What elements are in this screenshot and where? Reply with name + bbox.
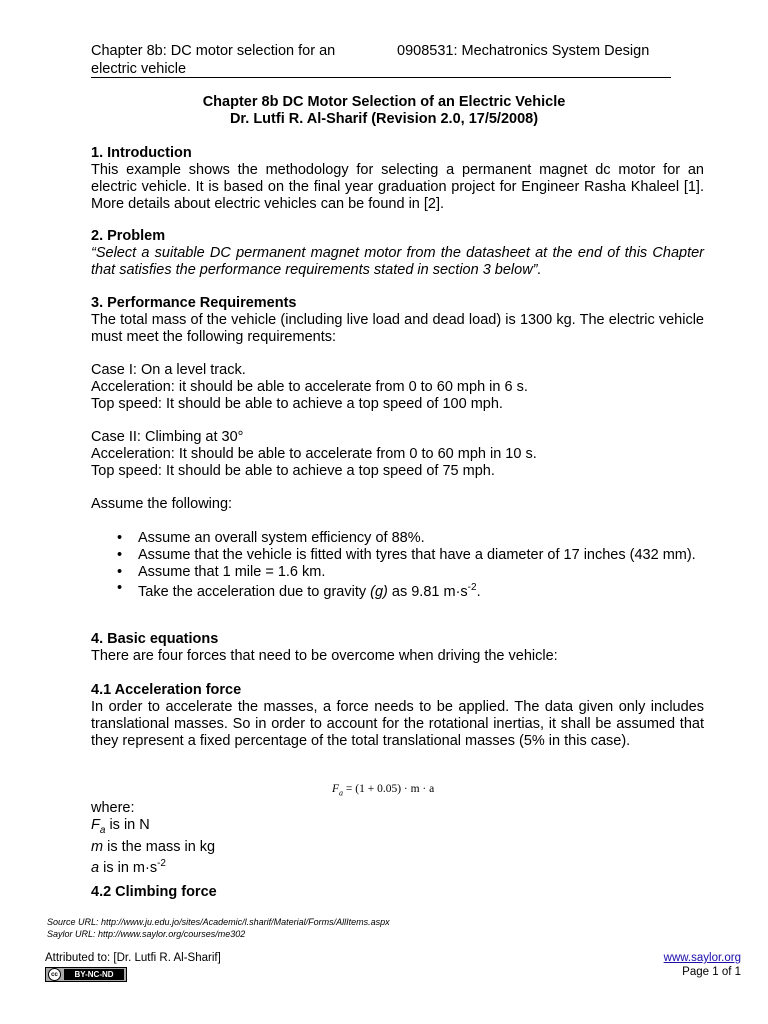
problem-heading: 2. Problem — [91, 228, 166, 244]
case-2-top-speed: Top speed: It should be able to achieve a top speed of 75 mph. — [91, 462, 495, 479]
performance-heading: 3. Performance Requirements — [91, 295, 297, 311]
intro-paragraph: This example shows the methodology for selecting a permanent magnet dc motor for an electric vehicle. It is based on the final year graduation project for Engineer Rasha Khaleel [1]. More details about electric vehicles can be found in [2]. — [91, 162, 704, 212]
acceleration-force-equation: $F_a = (1 + 0.05) \cdot m \cdot a$ — [332, 783, 435, 798]
case-1-acceleration: Acceleration: it should be able to accelerate from 0 to 60 mph in 6 s. — [91, 378, 528, 395]
list-item: • Assume that 1 mile = 1.6 km. — [117, 563, 326, 580]
bullet-icon: • — [117, 563, 123, 580]
header-divider — [91, 77, 671, 78]
acceleration-force-heading: 4.1 Acceleration force — [91, 682, 242, 698]
title-line-2: Dr. Lutfi R. Al-Sharif (Revision 2.0, 17/5/2008) — [229, 111, 539, 127]
assumptions-intro: Assume the following: — [91, 496, 233, 512]
bullet-icon: • — [117, 546, 123, 563]
definition-force: $F_a$ is in N — [91, 816, 150, 836]
header-chapter-title: Chapter 8b: DC motor selection for an electric vehicle — [91, 43, 336, 77]
license-label: BY-NC-ND — [64, 969, 124, 980]
case-1-top-speed: Top speed: It should be able to achieve a top speed of 100 mph. — [91, 395, 503, 412]
list-item: • Take the acceleration due to gravity (g) as 9.81 $m\cdot s^{-2}$. — [117, 580, 481, 601]
acceleration-force-paragraph: In order to accelerate the masses, a force needs to be applied. The data given only includes translational masses. So in order to account for the rotational inertias, it shall be assumed that they represent a fixed percentage of the total translational masses (5% in this case). — [91, 699, 704, 749]
page-number: Page 1 of 1 — [682, 966, 741, 978]
attribution: Attributed to: [Dr. Lutfi R. Al-Sharif] — [45, 952, 221, 964]
basic-equations-paragraph: There are four forces that need to be overcome when driving the vehicle: — [91, 648, 558, 664]
bullet-icon: • — [117, 580, 123, 597]
saylor-link[interactable]: www.saylor.org — [663, 952, 741, 964]
case-2-block — [91, 429, 704, 479]
source-url: Source URL: http://www.ju.edu.jo/sites/Academic/l.sharif/Material/Forms/AllItems.aspx — [47, 917, 390, 927]
case-1-block — [91, 362, 704, 412]
title-line-1: Chapter 8b DC Motor Selection of an Electric Vehicle — [202, 94, 566, 110]
case-2-acceleration: Acceleration: It should be able to accelerate from 0 to 60 mph in 10 s. — [91, 445, 537, 462]
performance-paragraph: The total mass of the vehicle (including live load and dead load) is 1300 kg. The electric vehicle must meet the following requirements: — [91, 312, 704, 345]
problem-paragraph: “Select a suitable DC permanent magnet motor from the datasheet at the end of this Chapter that satisfies the performance requirements stated in section 3 below”. — [91, 245, 704, 278]
case-2-title: Case II: Climbing at 30° — [91, 429, 244, 445]
saylor-url: Saylor URL: http://www.saylor.org/courses/me302 — [47, 929, 246, 939]
license-badge[interactable] — [45, 967, 127, 982]
definition-mass: m is the mass in kg — [91, 839, 216, 856]
climbing-force-heading: 4.2 Climbing force — [91, 884, 217, 900]
definition-acceleration: a is in $m\cdot s^{-2}$ — [91, 858, 166, 877]
assumptions-list — [117, 530, 705, 601]
list-item: • Assume that the vehicle is fitted with tyres that have a diameter of 17 inches (432 mm). — [117, 546, 696, 563]
creative-commons-icon: cc — [48, 968, 61, 981]
case-1-title: Case I: On a level track. — [91, 362, 246, 378]
intro-heading: 1. Introduction — [91, 145, 192, 161]
variable-definitions — [91, 800, 704, 877]
document-title — [91, 94, 677, 128]
basic-equations-heading: 4. Basic equations — [91, 631, 219, 647]
bullet-icon: • — [117, 530, 123, 546]
where-label: where: — [91, 800, 135, 816]
header-course-title: 0908531: Mechatronics System Design — [397, 43, 650, 59]
list-item: • Assume an overall system efficiency of 88%. — [117, 530, 425, 546]
